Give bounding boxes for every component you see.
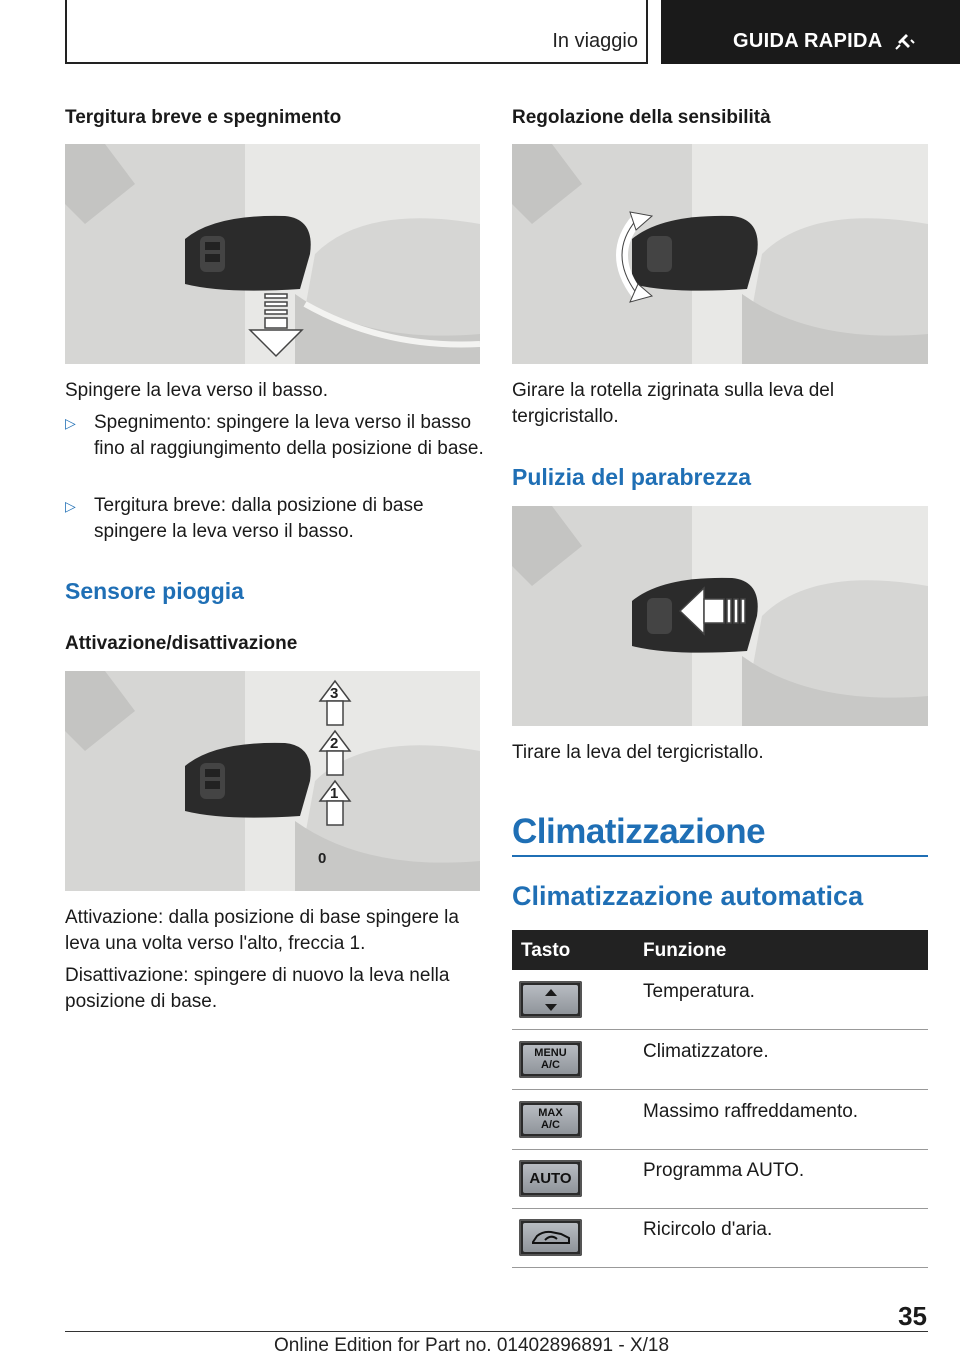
function-text: Massimo raffreddamento. xyxy=(643,1101,859,1122)
table-row xyxy=(512,1208,928,1268)
sensitivity-wheel-image xyxy=(512,144,928,364)
recirculation-key-icon xyxy=(519,1219,582,1256)
bullet-triangle-icon: ▷ xyxy=(65,415,76,431)
key-label: AUTO xyxy=(529,1170,572,1187)
section-rain-sensor: Sensore pioggia xyxy=(65,578,244,604)
bullet-text: Tergitura breve: dalla posizione di base spingere la leva verso il basso. xyxy=(94,495,424,542)
auto-key-icon xyxy=(519,1160,582,1197)
table-row xyxy=(512,1090,928,1150)
subsection-auto-climate: Climatizzazione automatica xyxy=(512,881,864,911)
heading-sensitivity: Regolazione della sensibilità xyxy=(512,107,771,128)
arrow-label-3: 3 xyxy=(330,685,339,702)
footer-divider xyxy=(65,1331,928,1332)
bullet-item-switch-off xyxy=(65,410,486,490)
caption-deactivation: Disattivazione: spingere di nuovo la leva nella posizione di base. xyxy=(65,965,450,1012)
key-label: MENU A/C xyxy=(534,1047,567,1071)
menu-ac-key-icon xyxy=(519,1041,582,1078)
bullet-text: Spegnimento: spingere la leva verso il basso fino al raggiungimento della posizione di base. xyxy=(94,412,484,459)
max-ac-key-icon xyxy=(519,1101,582,1138)
heading-short-wipe: Tergitura breve e spegnimento xyxy=(65,107,342,128)
chapter-title-climate: Climatizzazione xyxy=(512,812,766,851)
lever-down-image xyxy=(65,144,480,364)
rain-sensor-lever-image xyxy=(65,671,480,891)
arrow-label-2: 2 xyxy=(330,735,339,752)
function-text: Temperatura. xyxy=(643,981,755,1002)
function-text: Climatizzatore. xyxy=(643,1041,769,1062)
section-label: In viaggio xyxy=(552,30,638,52)
col-function-header: Funzione xyxy=(643,940,727,961)
table-row xyxy=(512,1030,928,1090)
arrow-label-0: 0 xyxy=(318,850,327,867)
col-key-header: Tasto xyxy=(521,940,571,961)
quick-reference-icon xyxy=(891,26,921,56)
section-windscreen-cleaning: Pulizia del parabrezza xyxy=(512,464,752,490)
caption-sensitivity: Girare la rotella zigrinata sulla leva del tergicristallo. xyxy=(512,380,835,427)
bullet-triangle-icon: ▷ xyxy=(65,498,76,514)
caption-lever-pull: Tirare la leva del tergicristallo. xyxy=(512,742,764,763)
caption-activation: Attivazione: dalla posizione di base spingere la leva una volta verso l'alto, freccia 1. xyxy=(65,907,459,954)
function-text: Programma AUTO. xyxy=(643,1160,805,1181)
table-row xyxy=(512,1149,928,1209)
page-number: 35 xyxy=(898,1301,927,1331)
caption-lever-down: Spingere la leva verso il basso. xyxy=(65,380,328,401)
bullet-item-short-wipe xyxy=(65,493,486,549)
chapter-underline xyxy=(512,855,928,857)
table-header xyxy=(512,930,928,970)
function-text: Ricircolo d'aria. xyxy=(643,1219,773,1240)
chapter-label: GUIDA RAPIDA xyxy=(733,30,883,52)
table-row xyxy=(512,970,928,1030)
heading-activation: Attivazione/disattivazione xyxy=(65,633,298,654)
arrow-label-1: 1 xyxy=(330,785,339,802)
footer-edition: Online Edition for Part no. 01402896891 - X/18 xyxy=(274,1335,670,1356)
key-label: MAX A/C xyxy=(538,1107,563,1131)
chapter-tab[interactable] xyxy=(661,0,960,64)
temperature-up-down-icon xyxy=(519,981,582,1018)
lever-pull-image xyxy=(512,506,928,726)
